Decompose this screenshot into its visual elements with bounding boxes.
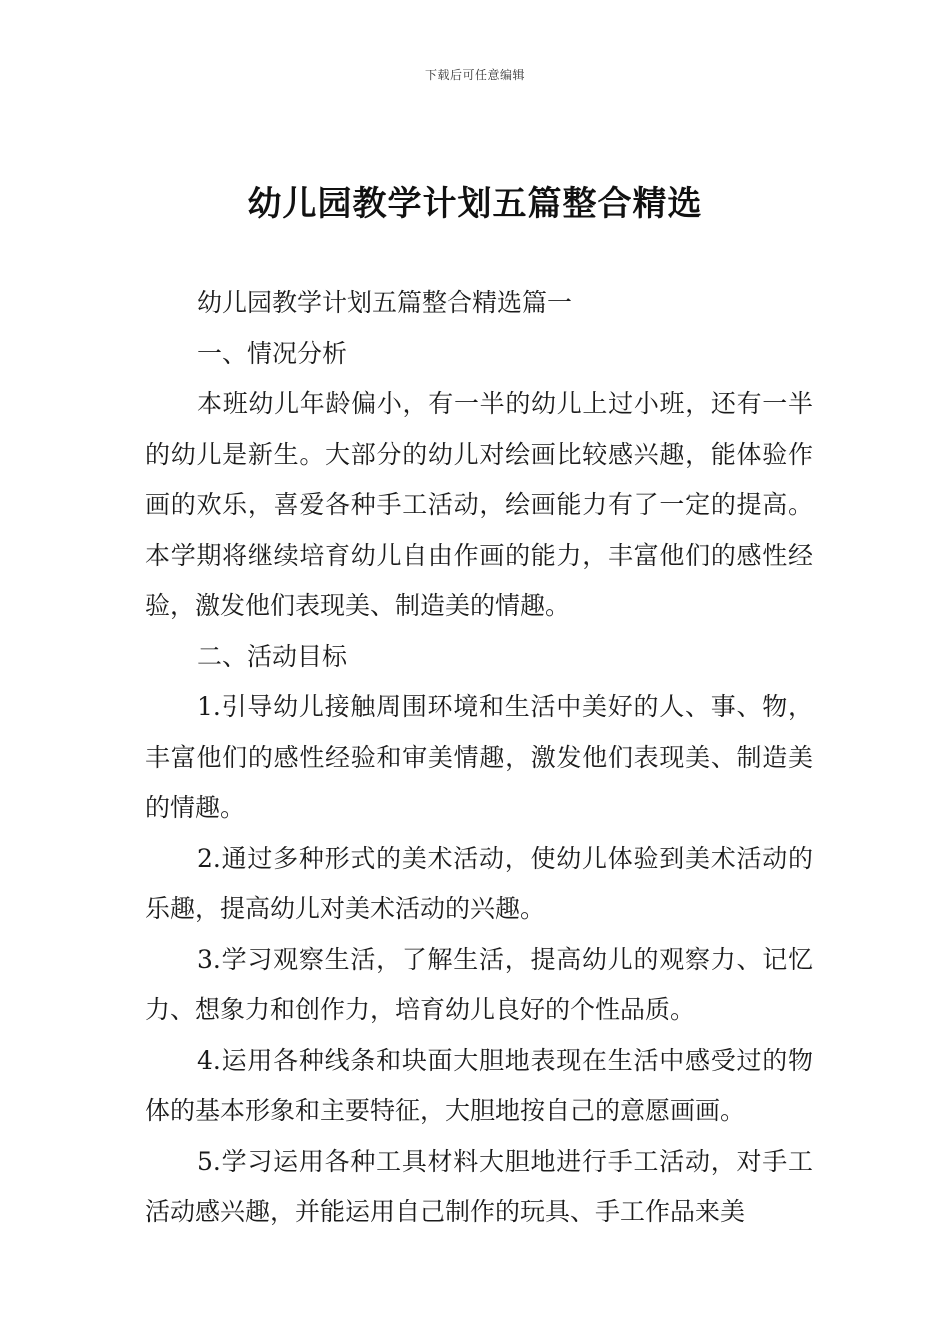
document-body xyxy=(145,278,813,1238)
paragraph-situation: 本班幼儿年龄偏小，有一半的幼儿上过小班，还有一半的幼儿是新生。大部分的幼儿对绘画比较感兴趣，能体验作画的欢乐，喜爱各种手工活动，绘画能力有了一定的提高。本学期将继续培育幼儿自由作画的能力，丰富他们的感性经验，激发他们表现美、制造美的情趣。 xyxy=(145,389,813,620)
goal-item-2: 2.通过多种形式的美术活动，使幼儿体验到美术活动的乐趣，提高幼儿对美术活动的兴趣。 xyxy=(145,843,813,923)
goal-item-5: 5.学习运用各种工具材料大胆地进行手工活动，对手工活动感兴趣，并能运用自己制作的玩具、手工作品来美 xyxy=(145,1146,813,1226)
goal-item-3: 3.学习观察生活，了解生活，提高幼儿的观察力、记忆力、想象力和创作力，培育幼儿良好的个性品质。 xyxy=(145,944,813,1024)
header-note: 下载后可任意编辑 xyxy=(424,68,525,82)
goal-item-1: 1.引导幼儿接触周围环境和生活中美好的人、事、物，丰富他们的感性经验和审美情趣，激发他们表现美、制造美的情趣。 xyxy=(145,692,813,822)
section-heading-situation-analysis: 一、情况分析 xyxy=(197,338,348,368)
goal-item-4: 4.运用各种线条和块面大胆地表现在生活中感受过的物体的基本形象和主要特征，大胆地按自己的意愿画画。 xyxy=(145,1045,813,1125)
document-title: 幼儿园教学计划五篇整合精选 xyxy=(247,184,703,224)
section-heading-part-one: 幼儿园教学计划五篇整合精选篇一 xyxy=(197,288,573,317)
section-heading-activity-goals: 二、活动目标 xyxy=(197,641,348,671)
